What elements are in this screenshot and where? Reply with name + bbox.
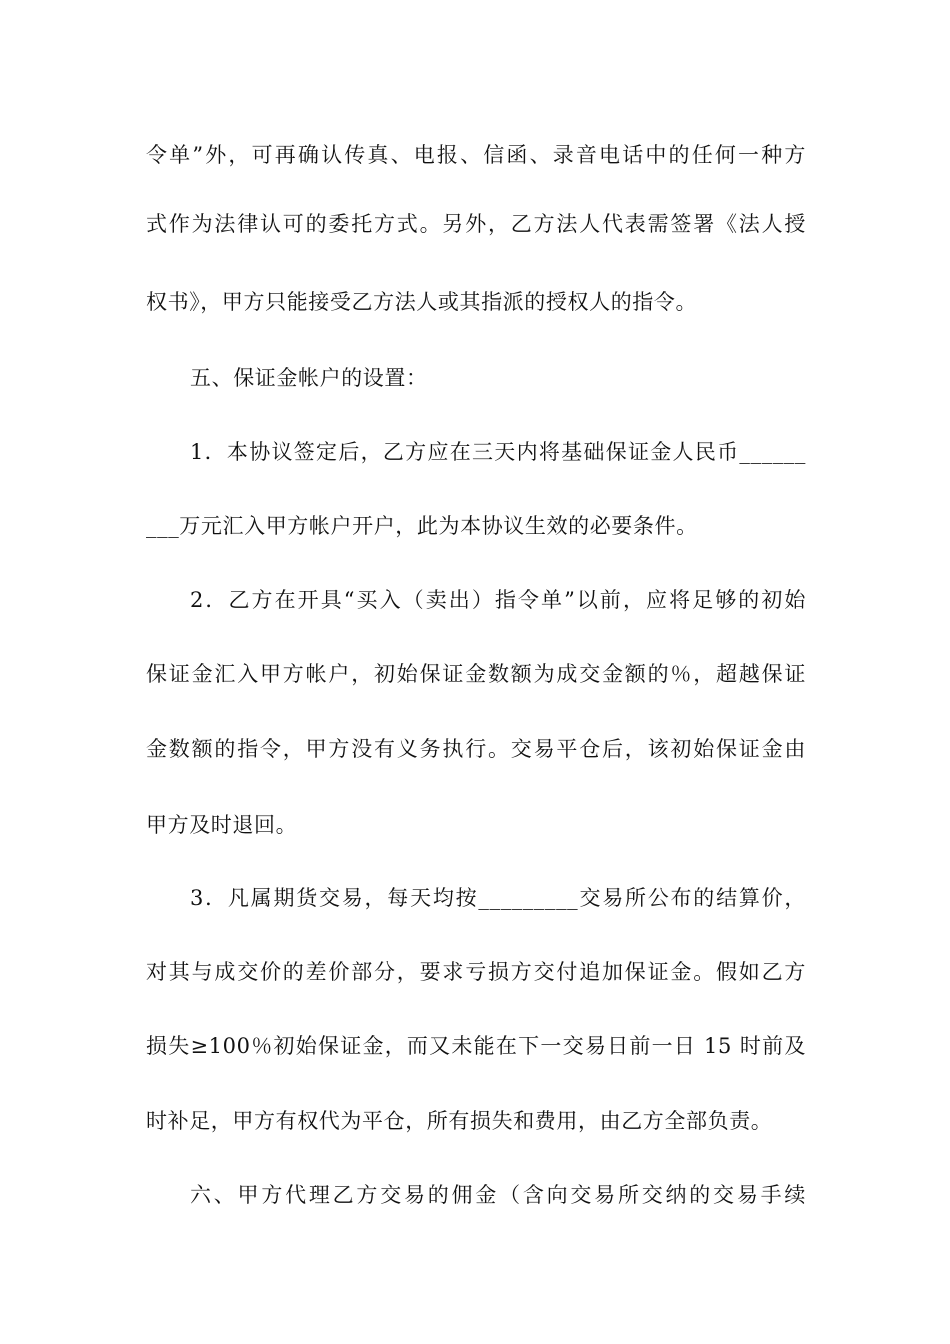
paragraph-line: 3．凡属期货交易，每天均按_________交易所公布的结算价， [190, 886, 806, 910]
paragraph-line: 时补足，甲方有权代为平仓，所有损失和费用，由乙方全部负责。 [146, 1109, 773, 1133]
paragraph-line: 对其与成交价的差价部分，要求亏损方交付追加保证金。假如乙方 [146, 960, 806, 984]
paragraph-line: 金数额的指令，甲方没有义务执行。交易平仓后，该初始保证金由 [146, 737, 806, 761]
paragraph-line: 保证金汇入甲方帐户，初始保证金数额为成交金额的％，超越保证 [146, 662, 806, 686]
section-heading: 五、保证金帐户的设置： [190, 366, 428, 390]
paragraph-line: 令单”外，可再确认传真、电报、信函、录音电话中的任何一种方 [146, 143, 806, 167]
paragraph-line: ___万元汇入甲方帐户开户，此为本协议生效的必要条件。 [146, 514, 698, 538]
paragraph-line: 2．乙方在开具“买入（卖出）指令单”以前，应将足够的初始 [190, 588, 806, 612]
paragraph-line: 1．本协议签定后，乙方应在三天内将基础保证金人民币______ [190, 440, 806, 464]
paragraph-line: 式作为法律认可的委托方式。另外，乙方法人代表需签署《法人授 [146, 212, 806, 236]
paragraph-line: 甲方及时退回。 [146, 813, 298, 837]
paragraph-line: 损失≥100％初始保证金，而又未能在下一交易日前一日 15 时前及 [146, 1034, 806, 1058]
paragraph-line: 权书》，甲方只能接受乙方法人或其指派的授权人的指令。 [146, 290, 698, 314]
section-heading: 六、甲方代理乙方交易的佣金（含向交易所交纳的交易手续 [190, 1183, 806, 1207]
